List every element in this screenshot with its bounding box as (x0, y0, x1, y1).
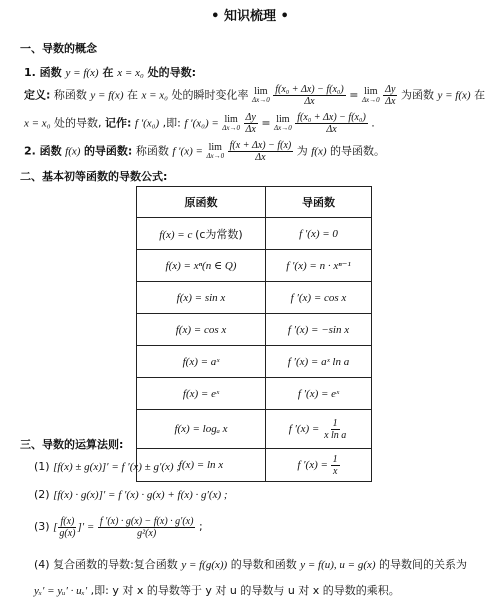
quotient-fraction: $\frac{f(x)}{g(x)}$ (59, 515, 76, 539)
definition-label: 定义: (24, 88, 51, 102)
rule-1-formula: [f(x) ± g(x)]′ = f ′(x) ± g′(x) ; (53, 461, 180, 473)
rule-4-line-1 (34, 556, 467, 572)
p1-point: x = x₀ (117, 67, 144, 79)
table-cell-function: f(x) = sin x (137, 282, 266, 314)
p1-function: y = f(x) (65, 67, 99, 79)
table-cell-derivative: f ′(x) = −sin x (266, 314, 372, 346)
p1-end: 处的导数: (147, 66, 197, 79)
rule-4-label: (4) (34, 558, 50, 571)
table-row (137, 410, 372, 449)
table-row (137, 378, 372, 410)
limit-symbol-5: lim Δx→0 (206, 141, 225, 160)
limit-symbol-3: lim Δx→0 (222, 113, 241, 132)
difference-quotient-3: $\frac{f(x + \Delta x) - f(x)}{\Delta x}$ (229, 140, 292, 163)
table-header-row (137, 187, 372, 218)
p2-text-3: 为 (296, 144, 308, 158)
rule-4-text-3: 的导数间的关系为 (379, 558, 468, 571)
definition-line-1 (24, 84, 485, 107)
rule-4-text-2: 的导数和函数 (230, 558, 297, 571)
rule-2-formula: [f(x) · g(x)]′ = f ′(x) · g(x) + f(x) · g′(x) ; (53, 489, 228, 501)
p1-mid: 在 (102, 66, 114, 79)
column-header-derivative: 导函数 (266, 187, 372, 218)
table-row (137, 346, 372, 378)
rule-4-line-2 (34, 582, 400, 598)
table-row (137, 282, 372, 314)
equals-sign: = (349, 88, 359, 102)
def-text-5: 在 (474, 88, 486, 102)
limit-symbol: lim Δx→0 (252, 85, 270, 104)
def-text-1: 称函数 (53, 88, 87, 102)
derivative-notation-2: f ′(x₀) = (184, 117, 219, 130)
chain-rule-formula: yₓ′ = yᵤ′ · uₓ′ (34, 585, 88, 597)
table-row (137, 314, 372, 346)
def-point: x = x₀ (141, 89, 168, 102)
section-1-point-1 (24, 64, 196, 80)
rule-3: (3) [ $\frac{f(x)}{g(x)}$ ]′ = $\frac{f '(x) \cdot g(x) - f(x) \cdot g'(x)}{\text{g²(x)}}$ ; (34, 515, 203, 539)
rule-2 (34, 488, 228, 501)
p2-text-1: 的导函数: (83, 144, 133, 158)
table-cell-function: f(x) = aˣ (137, 346, 266, 378)
table-cell-derivative: f ′(x) = n · xⁿ⁻¹ (266, 250, 372, 282)
rule-4-text-1: 复合函数的导数:复合函数 (53, 558, 178, 571)
p2-text-2: 称函数 (135, 144, 169, 158)
quotient-rule-fraction: $\frac{f '(x) \cdot g(x) - f(x) \cdot g'(x)}{\text{g²(x)}}$ (99, 515, 194, 539)
section-3-heading: 三、导数的运算法则: (20, 438, 124, 451)
rule-4-line2-text-1: ,即: (90, 584, 109, 597)
composite-function: y = f(g(x)) (181, 559, 228, 571)
section-1-point-2 (24, 140, 385, 163)
table-cell-derivative: f ′(x) = 0 (266, 218, 372, 250)
rule-1 (34, 460, 180, 473)
p2-derivative: f ′(x) = (172, 145, 203, 158)
table-cell-function: f(x) = eˣ (137, 378, 266, 410)
def-text-2: 在 (126, 88, 138, 102)
rule-4-line2-text-2: y 对 x 的导数等于 y 对 u 的导数与 u 对 x 的导数的乘积。 (112, 584, 400, 597)
rule-3-label: (3) (34, 520, 50, 533)
table-cell-function: f(x) = xⁿ(n ∈ Q) (137, 250, 266, 282)
table-cell-derivative: f ′(x) = $\frac{1}{\text{x ln a}}$ (266, 410, 372, 449)
table-cell-derivative: f ′(x) = eˣ (266, 378, 372, 410)
table-cell-derivative: f ′(x) = $\frac{1}{x}$ (266, 449, 372, 482)
rule-1-label: (1) (34, 460, 50, 473)
section-1-heading: 一、导数的概念 (20, 42, 97, 55)
table-cell-function: f(x) = ln x (137, 449, 266, 482)
difference-quotient-2: $\frac{\text{f(x₀ + Δx) − f(x₀)}}{\Delta x}$ (297, 112, 366, 135)
column-header-original: 原函数 (137, 187, 266, 218)
def-text-3: 处的瞬时变化率 (171, 88, 249, 102)
component-functions: y = f(u), u = g(x) (300, 559, 376, 571)
p2-text-4: 的导函数。 (329, 144, 385, 158)
page-title: • 知识梳理 • (211, 9, 289, 24)
def-text-4: 为函数 (400, 88, 434, 102)
p2-function-2: f(x) (311, 145, 327, 158)
line2-text-1: 处的导数, (54, 116, 102, 130)
table-cell-function: f(x) = logₐ x (137, 410, 266, 449)
limit-symbol-4: lim Δx→0 (274, 113, 292, 132)
table-cell-function: f(x) = c (c为常数) (137, 218, 266, 250)
equals-sign-2: = (261, 116, 271, 130)
table-row (137, 218, 372, 250)
derivative-notation: f ′(x₀) (134, 117, 160, 130)
section-2-heading: 二、基本初等函数的导数公式: (20, 170, 168, 183)
table-cell-derivative: f ′(x) = cos x (266, 282, 372, 314)
p1-label: 1. 函数 (24, 66, 62, 79)
dy-dx-fraction: $\frac{\Delta y}{\Delta x}$ (385, 84, 396, 107)
limit-symbol-2: lim Δx→0 (361, 85, 380, 104)
p2-function: f(x) (65, 145, 81, 158)
dy-dx-fraction-2: $\frac{\Delta y}{\Delta x}$ (245, 112, 256, 135)
line2-point: x = x₀ (24, 117, 51, 130)
p2-label: 2. 函数 (24, 144, 62, 158)
rule-2-label: (2) (34, 488, 50, 501)
derivative-formula-table (136, 186, 372, 482)
line2-text-2: ,即: (162, 116, 181, 130)
def-function-2: y = f(x) (437, 89, 471, 102)
table-cell-function: f(x) = cos x (137, 314, 266, 346)
difference-quotient: $\frac{\text{f(x₀ + Δx) − f(x₀)}}{\Delta x}$ (275, 84, 344, 107)
def-function: y = f(x) (90, 89, 124, 102)
definition-line-2: x = x₀ 处的导数, 记作: f ′(x₀) ,即: f ′(x₀) = lim Δx→0 $\frac{\Delta y}{\Delta x}$ = lim Δx→0 $\frac{\text{f(x₀ + Δx) − f(x₀)}}{\Delta x}$ . (24, 112, 375, 135)
table-row (137, 250, 372, 282)
notation-label: 记作: (105, 116, 132, 130)
table-cell-derivative: f ′(x) = aˣ ln a (266, 346, 372, 378)
